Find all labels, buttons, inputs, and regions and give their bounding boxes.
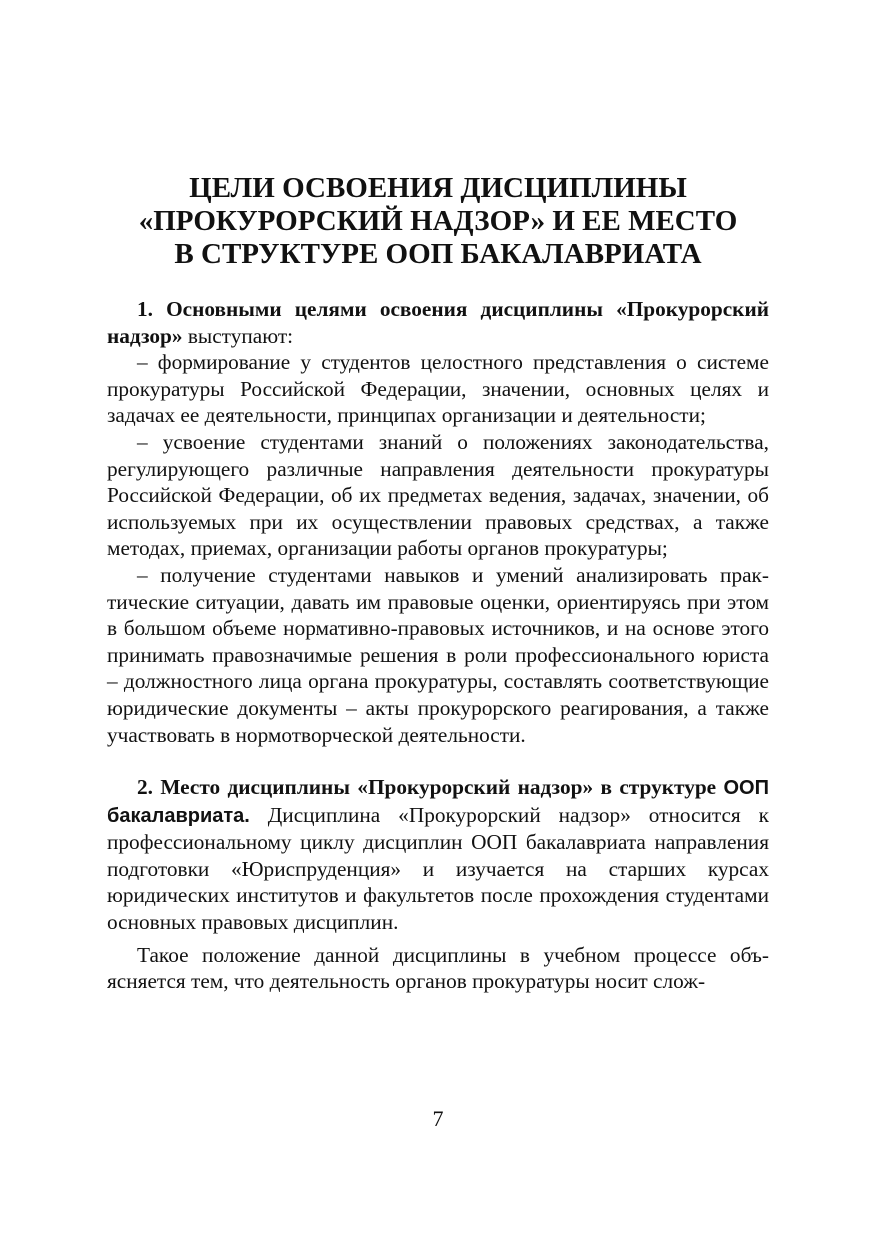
section-1-lead-rest: выступают: (182, 323, 294, 348)
chapter-heading (107, 172, 769, 271)
section-2-lead-bold-sans: ООП бакалавриата. (107, 777, 769, 827)
document-page (107, 0, 769, 1240)
section-2-lead-bold: 2. Место дисциплины «Прокурорский надзор» в структуре (137, 775, 724, 800)
section-2-lead (107, 774, 769, 936)
goal-item-2: – усвоение студентами знаний о положениях законодательства, регулирующего различные направления деятельности прокуратуры Российской Федерации, об их предметах ведения, задачах, значении, об используемых при их осуществлении правовых средствах, а также методах, приемах, организации работы органов прокуратуры; (107, 429, 769, 561)
section-2-lead-rest: Дисциплина «Прокурорский надзор» относится к профессиональному циклу дисциплин ООП бакалавриата направления подготовки «Юриспруденция» и изучается на старших курсах юридических институтов и факультетов после прохождения студентами основных правовых дисциплин. (107, 802, 769, 935)
section-2-paragraph-2: Такое положение данной дисциплины в учебном процессе объясняется тем, что деятельность органов прокуратуры носит слож- (107, 942, 769, 994)
goal-item-3: – получение студентами навыков и умений анализировать практические ситуации, давать им правовые оценки, ориентируясь при этом в большом объеме нормативно-правовых источников, и на основе этого принимать правозначимые решения в роли профессионального юриста – должностного лица органа прокуратуры, составлять соответствующие юридические документы – акты прокурорского реагирования, а также участвовать в нормотворческой деятельности. (107, 562, 769, 747)
section-1-lead (107, 296, 769, 349)
heading-line-2: «ПРОКУРОРСКИЙ НАДЗОР» И ЕЕ МЕСТО (138, 205, 738, 237)
heading-line-1: ЦЕЛИ ОСВОЕНИЯ ДИСЦИПЛИНЫ (189, 172, 687, 204)
heading-line-3: В СТРУКТУРЕ ООП БАКАЛАВРИАТА (174, 238, 702, 270)
goal-item-1: – формирование у студентов целостного представления о системе прокуратуры Российской Федерации, значении, основных целях и задачах ее деятельности, принципах организации и деятельности; (107, 350, 769, 428)
section-1-lead-bold: 1. Основными целями освоения дисциплины «Прокурорский надзор» (107, 297, 769, 348)
page-number: 7 (432, 1106, 444, 1131)
body-text (107, 296, 769, 995)
